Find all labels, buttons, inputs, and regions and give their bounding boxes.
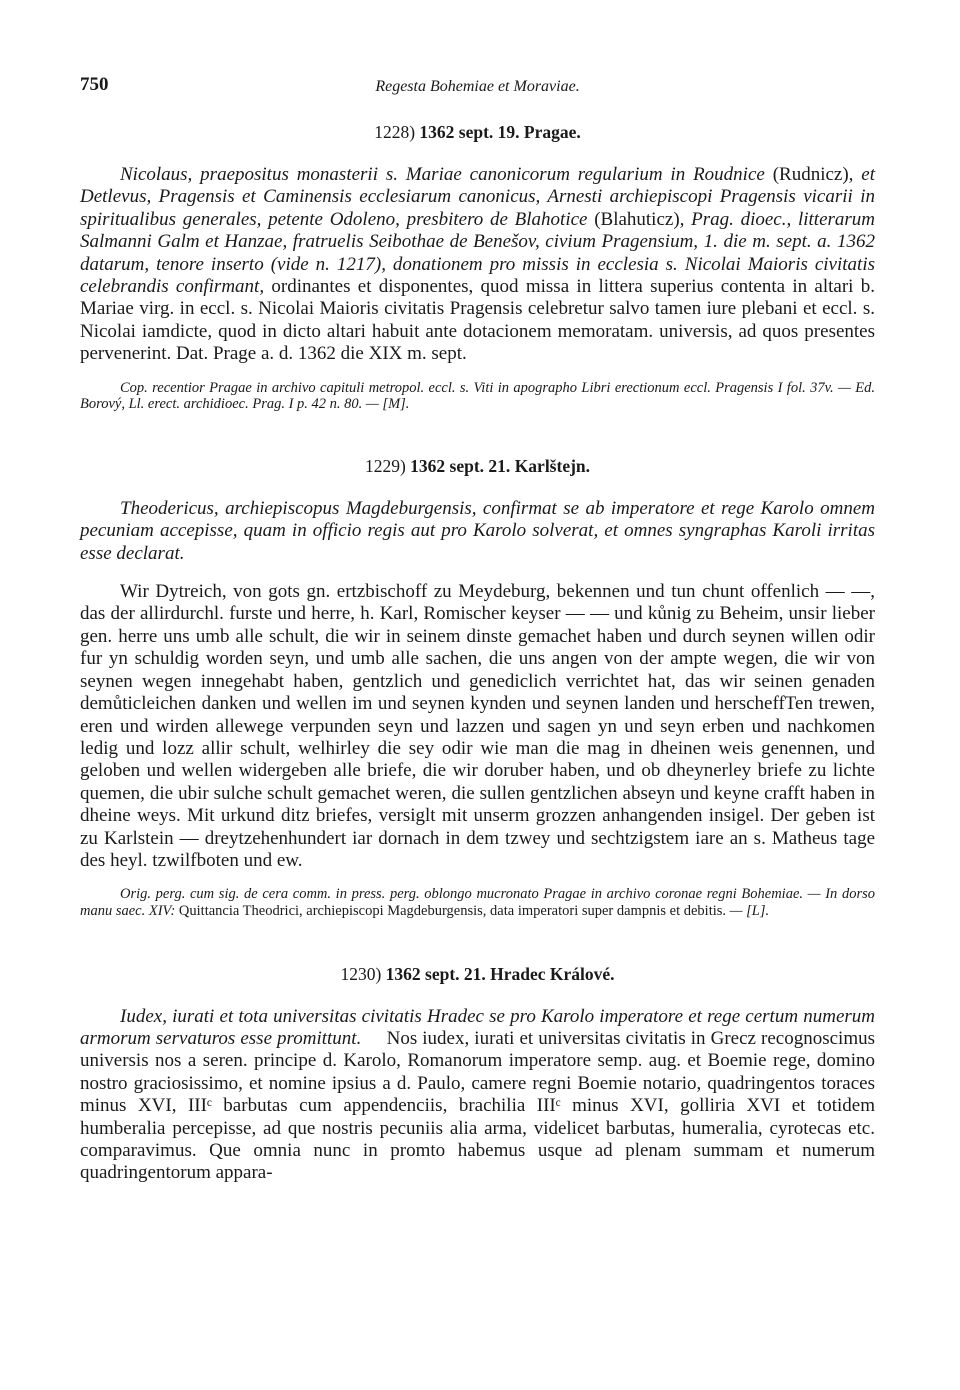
regest-text: , Prag. dioec., litterarum Salmanni Galm et Hanzae, fratruelis Seibothae de Benešov, civium Pragensium, 1. die m. sept. a. 1362 datarum, tenore inserto (vide n. 1217), donationem pro missis in ecclesia s. Nicolai Maioris civitatis celebrandis confirmant, <box>80 208 876 298</box>
entry-1228 <box>80 118 875 413</box>
entry-body: Nos iudex, iurati et universitas civitatis in Grecz recognoscimus universis nos a seren. principe d. Karolo, Romanorum imperatore semp. aug. et Boemie rege, domino nostro graciosissimo, et nomine ipsius a d. Paulo, camere regni Boemie notario, quadringentos toraces minus XVI, IIIᶜ barbutas cum appendenciis, brachilia IIIᶜ minus XVI, golliria XVI et totidem humberalia percepisse, ad que nostris pecuniis alia arma, videlicet barbutas, humeralia, cyrotecas etc. comparavimus. Que omnia nunc in promto habemus usque ad plenam summam et numerum quadringentorum appara- <box>80 1027 880 1184</box>
regest-text: Iudex, iurati et tota universitas civitatis Hradec se pro Karolo imperatore et rege certum numerum armorum servaturos esse promittunt. <box>80 1005 875 1049</box>
entry-date: 1362 sept. 21. <box>385 963 486 984</box>
entry-regest: Theodericus, archiepiscopus Magdeburgensis, confirmat se ab imperatore et rege Karolo omnem pecuniam accepisse, quam in officio regis aut pro Karolo solverat, et omnes syngraphas Karoli irritas esse declarat. <box>80 497 875 564</box>
regest-variant: (Blahuticz) <box>594 208 680 230</box>
notes-italic: — [L]. <box>726 902 770 919</box>
entry-notes <box>80 886 875 919</box>
entry-place: Hradec Králové. <box>490 963 615 984</box>
entry-body: Wir Dytreich, von gots gn. ertzbischoff zu Meydeburg, bekennen und tun chunt offenlich — —, das der allirdurchl. furste und herre, h. Karl, Romischer keyser — — und kůnig zu Beheim, unsir lieber gen. herre uns umb alle schult, die wir in seinem dinste gemachet haben und durch seynen willen odir fur yn schuldig worden seyn, und umb alle sachen, die uns angen von der ampte wegen, die wir von seynen wegen innegehabt haben, gentzlich und genediclich verrichtet hat, das wir seinen genaden demůticleichen danken und wellen im und seynen kynden und seynen landen und herscheffTen trewen, eren und wirden allewege verpunden seyn und lazzen und sagen yn und seyn erben und nachkomen ledig und lozz allir schult, welhirley die sey odir wie man die mag in dheinen weis genennen, und geloben und wellen widergeben alle briefe, die wir doruber haben, und ob dheynerley briefe zu lichte quemen, die ubir sulche schult gemachet weren, die sullen gentzlichen abseyn und keyne crafft haben in dheine weys. Mit urkund ditz briefes, versiglt mit unserm grozzen anhangenden insigel. Der geben ist zu Karlstein — dreytzehenhundert iar dornach in dem tzwey und sechtzigstem iare an s. Matheus tage des heyl. tzwilfboten und ew. <box>80 581 875 871</box>
entry-1230 <box>80 960 880 1185</box>
entry-place: Pragae. <box>523 122 581 142</box>
page-header <box>80 74 875 104</box>
regest-variant: (Rudnicz) <box>772 164 849 185</box>
entry-number: 1230) <box>340 963 382 984</box>
entry-regest <box>80 1005 880 1185</box>
entry-heading <box>80 118 875 146</box>
entry-heading <box>80 960 875 988</box>
entry-number: 1229) <box>364 455 406 476</box>
regest-text: , et Detlevus, Pragensis et Caminensis ecclesiarum canonicus, Arnesti archiepiscopi Pragensis vicarii in spiritualibus generales, petente Odoleno, presbitero de Blahotice <box>80 164 875 230</box>
entry-notes: Cop. recentior Pragae in archivo capituli metropol. eccl. s. Viti in apographo Libri erectionum eccl. Pragensis I fol. 37v. — Ed. Borový, Ll. erect. archidioec. Prag. I p. 42 n. 80. — [M]. <box>80 379 875 413</box>
entry-1229 <box>80 452 875 920</box>
entry-date: 1362 sept. 21. <box>410 455 511 476</box>
entry-place: Karlštejn. <box>514 455 591 476</box>
entry-regest <box>80 164 875 366</box>
notes-italic: Orig. perg. cum sig. de cera comm. in press. perg. oblongo mucronato Pragae in archivo coronae regni Bohemiae. — In dorso manu saec. XIV: <box>80 886 875 919</box>
page-number: 750 <box>80 74 109 95</box>
entry-heading <box>80 452 875 480</box>
entry-date: 1362 sept. 19. <box>419 122 520 142</box>
running-title: Regesta Bohemiae et Moraviae. <box>375 78 580 95</box>
regest-text: Nicolaus, praepositus monasterii s. Mariae canonicorum regularium in Roudnice <box>120 164 773 185</box>
notes-dorsal-text: Quittancia Theodrici, archiepiscopi Magdeburgensis, data imperatori super dampnis et debitis. <box>178 902 727 919</box>
entry-number: 1228) <box>374 122 416 142</box>
page-content <box>80 118 880 1185</box>
entry-body: ordinantes et disponentes, quod missa in littera superius contenta in altari b. Mariae virg. in eccl. s. Nicolai Maioris civitatis Pragensis celebretur salvo tamen iure plebani et eccl. s. Nicolai iamdicte, quod in dicto altari habuit ante dotacionem memoratam. universis, ad quos presentes pervenerint. Dat. Prage a. d. 1362 die XIX m. sept. <box>80 276 875 365</box>
